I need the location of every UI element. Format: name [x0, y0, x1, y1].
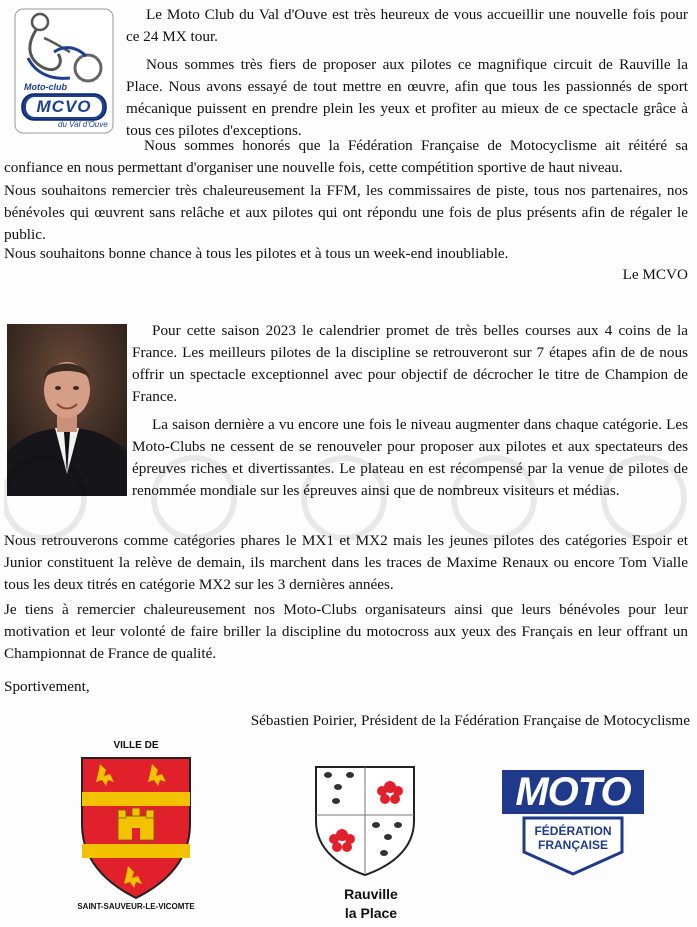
ssv-bottom-text: SAINT-SAUVEUR-LE-VICOMTE: [77, 902, 195, 911]
letter2-paragraph-3: Nous retrouverons comme catégories phares le MX1 et MX2 mais les jeunes pilotes des catégories Espoir et Junior constituent la relève de demain, ils marchent dans les traces de Maxime Renaux ou encore Tom Vialle tous les deux titrés en catégorie MX2 sur les 3 dernières années.: [4, 532, 688, 593]
rauville-name-line1: Rauville: [344, 886, 398, 902]
ffm-line2: FRANÇAISE: [537, 838, 608, 852]
ssv-top-text: VILLE DE: [113, 740, 159, 751]
letter1-paragraph-4: Nous souhaitons remercier très chaleureusement la FFM, les commissaires de piste, tous nos partenaires, nos bénévoles qui œuvrent sans relâche et aux pilotes qui ont répondu une fois de plus présents afin de régaler le public.: [4, 182, 688, 243]
letter2-paragraph-1: Pour cette saison 2023 le calendrier promet de très belles courses aux 4 coins de la France. Les meilleurs pilotes de la discipline se retrouveront sur 7 étapes afin de de nous offrir un spectacle exceptionnel avec pour objectif de décrocher le titre de Champion de France.: [132, 322, 688, 405]
mcvo-logo: [14, 8, 114, 134]
letter2-paragraph-4: Je tiens à remercier chaleureusement nos Moto-Clubs organisateurs ainsi que leurs bénévoles pour leur motivation et leur volonté de faire briller la discipline du motocross aux yeux des Français en leur offrant un Championnat de France de qualité.: [4, 601, 688, 662]
letter2-paragraph-2: La saison dernière a vu encore une fois le niveau augmenter dans chaque catégorie. Les Moto-Clubs ne cessent de se renouveler pour proposer aux pilotes et aux spectateurs des épreuves riches et divertissantes. Le plateau en est récompensé par la venue de pilotes de renommée mondiale sur les épreuves ainsi que de nombreux visiteurs et médias.: [132, 416, 688, 499]
letter2-signature: Sébastien Poirier, Président de la Fédération Française de Motocyclisme: [250, 712, 690, 729]
mcvo-bottom-text: du Val d'Ouve: [58, 120, 108, 129]
letter1-paragraph-1: Le Moto Club du Val d'Ouve est très heureux de vous accueillir une nouvelle fois pour ce 24 MX tour.: [126, 6, 688, 45]
rauville-name-line2: la Place: [344, 905, 398, 921]
ffm-big-text: MOTO: [515, 770, 631, 814]
ffm-logo: [500, 768, 646, 876]
letter1-paragraph-3: Nous sommes honorés que la Fédération Française de Motocyclisme ait réitéré sa confiance en nous permettant d'organiser une nouvelle fois, cette compétition sportive de haut niveau.: [4, 137, 688, 176]
ssv-coat-of-arms-icon: [78, 754, 194, 900]
letter1-paragraph-5: Nous souhaitons bonne chance à tous les pilotes et à tous un week-end inoubliable.: [4, 245, 509, 262]
letter1-paragraph-2: Nous sommes très fiers de proposer aux pilotes ce magnifique circuit de Rauville la Place. Nous avons essayé de tout mettre en œuvre, afin que tous les passionnés de sport mécanique puissent en prendre plein les yeux et profiter au mieux de ce spectacle grâce à tous ces pilotes d'exceptions.: [126, 56, 688, 139]
letter2-closing: Sportivement,: [4, 678, 90, 695]
ffm-line1: FÉDÉRATION: [534, 824, 612, 838]
rauville-coat-of-arms-icon: [314, 765, 416, 877]
portrait-photo: [7, 324, 127, 496]
mcvo-top-text: Moto-club: [24, 82, 67, 92]
letter1-signature: Le MCVO: [622, 266, 688, 283]
mcvo-badge-text: MCVO: [36, 97, 92, 116]
